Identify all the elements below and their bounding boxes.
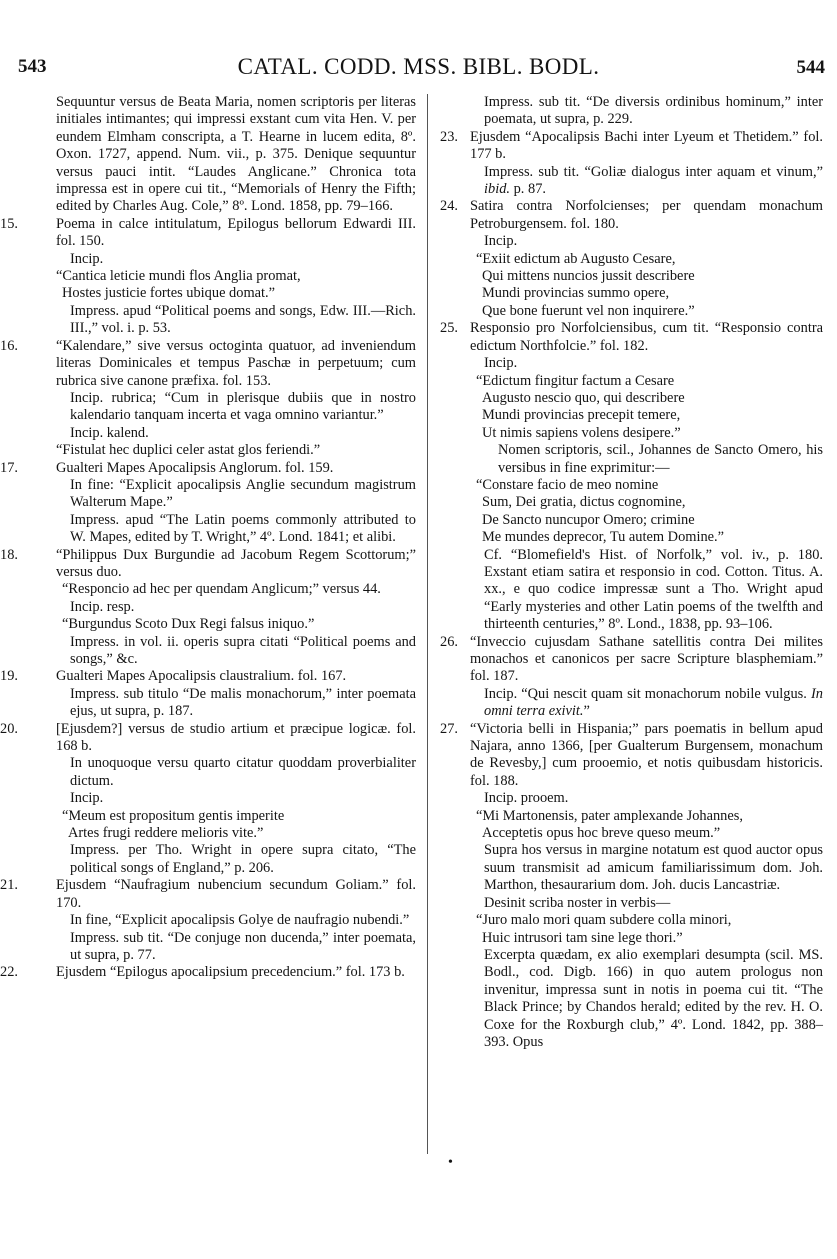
- entry-title: Gualteri Mapes Apocalipsis claustralium. fol. 167.: [56, 668, 347, 685]
- note: Impress. apud “The Latin poems commonly attributed to W. Mapes, edited by T. Wright,” 4º. Lond. 1841; et alibi.: [70, 511, 416, 546]
- entry-15: [0, 215, 416, 338]
- verse-line: Acceptetis opus hoc breve queso meum.”: [482, 825, 721, 842]
- entry-title: Ejusdem “Epilogus apocalipsium precedencium.” fol. 173 b.: [56, 964, 405, 981]
- column-divider: [427, 94, 428, 1154]
- verse-line: Qui mittens nuncios jussit describere: [482, 268, 695, 285]
- incipit-italic: In omni terra exivit.: [484, 685, 823, 720]
- verse-line: Huic intrusori tam sine lege thori.”: [482, 929, 683, 946]
- entry-number: 18.: [0, 546, 18, 563]
- entry-24: [438, 198, 823, 320]
- verse-line: Me mundes deprecor, Tu autem Domine.”: [482, 529, 725, 546]
- paragraph: Sequuntur versus de Beata Maria, nomen scriptoris per literas initiales intimantes; qui impressi exstant cum vita Hen. V. per eundem Elmham conscripta, a T. Hearne in lucem edita, 8º. Oxon. 1727, append. Num. vii., p. 375. Denique sequuntur versus pauci intit. “Laudes Anglicane.” Chronica tota impressa est in opere cui tit., “Memorials of Henry the Fifth; edited by Charles Aug. Cole,” 8º. Lond. 1858, pp. 79–166.: [56, 94, 416, 215]
- note-text: Impress. sub tit. “Goliæ dialogus inter aquam et vinum,”: [484, 163, 823, 180]
- entry-25: [438, 320, 823, 633]
- verse-line: Mundi provincias precepit temere,: [482, 407, 681, 424]
- entry-23: [438, 129, 823, 199]
- rubric-incipit: Incip. rubrica; “Cum in plerisque dubiis que in nostro kalendario tanquam incerta et vaga omnino variantur.”: [70, 389, 416, 424]
- incipit-label: Incip.: [484, 233, 518, 250]
- entry-number: 26.: [440, 633, 458, 650]
- entry-title: Poema in calce intitulatum, Epilogus bellorum Edwardi III. fol. 150.: [56, 215, 416, 250]
- entry-title: “Philippus Dux Burgundie ad Jacobum Regem Scottorum;” versus duo.: [56, 546, 416, 580]
- entry-22: [0, 964, 416, 981]
- entry-title: “Victoria belli in Hispania;” pars poematis in bellum apud Najara, anno 1366, [per Gualterum Burgensem, monachum de Revesby,] cum prooemio, et notis quibusdam historicis. fol. 188.: [470, 720, 823, 789]
- incipit-text: Incip. “Qui nescit quam sit monachorum nobile vulgus.: [484, 685, 807, 702]
- entry-number: 15.: [0, 215, 18, 232]
- entry-title: “Inveccio cujusdam Sathane satellitis contra Dei milites monachos et canonicos per sacre Scripture blasphemiam.” fol. 187.: [470, 633, 823, 685]
- entry-continuation-left: [26, 94, 416, 216]
- responsio: “Responcio ad hec per quendam Anglicum;” versus 44.: [62, 581, 381, 598]
- note: [470, 164, 823, 199]
- entry-title: Ejusdem “Apocalipsis Bachi inter Lyeum et Thetidem.” fol. 177 b.: [470, 128, 823, 163]
- entry-number: 17.: [0, 459, 18, 476]
- excerpta-note: Excerpta quædam, ex alio exemplari desumpta (scil. MS. Bodl., cod. Digb. 166) in quo autem prologus non invenitur, impressa sunt in notis in poema cui tit. “The Black Prince; by Chandos herald; edited by the rev. H. O. Coxe for the Roxburgh club,” 4º. Lond. 1842, pp. 388–393. Opus: [484, 946, 823, 1050]
- entry-number: 21.: [0, 877, 18, 894]
- page-number-left: 543: [18, 56, 47, 77]
- note: Impress. sub titulo “De malis monachorum,” inter poemata ejus, ut supra, p. 187.: [70, 685, 416, 720]
- verse-line: Hostes justicie fortes ubique domat.”: [62, 285, 276, 302]
- entry-title: “Kalendare,” sive versus octoginta quatuor, ad inveniendum literas Dominicales et tempus Paschæ in perpetuum; cum rubrica sive canone præfixa. fol. 153.: [56, 337, 416, 389]
- entry-number: 16.: [0, 337, 18, 354]
- entry-number: 19.: [0, 668, 18, 685]
- entry-18: [0, 546, 416, 669]
- entry-number: 25.: [440, 320, 458, 337]
- note: Impress. apud “Political poems and songs, Edw. III.—Rich. III.,” vol. i. p. 53.: [70, 302, 416, 337]
- entry-26: [438, 634, 823, 721]
- running-title: CATAL. CODD. MSS. BIBL. BODL.: [237, 54, 600, 79]
- left-column: [0, 94, 416, 982]
- incipit-label: Incip.: [70, 790, 104, 807]
- note: Impress. sub tit. “De conjuge non ducenda,” inter poemata, ut supra, p. 77.: [70, 929, 416, 963]
- incipit-label: Incip. resp.: [70, 598, 135, 615]
- incipit-close: ”: [583, 703, 590, 720]
- printer-mark: •: [448, 1155, 453, 1170]
- verse-line: Sum, Dei gratia, dictus cognomine,: [482, 494, 686, 511]
- note: Impress. sub tit. “De diversis ordinibus hominum,” inter poemata, ut supra, p. 229.: [484, 94, 823, 128]
- explicit: In fine, “Explicit apocalipsis Golye de naufragio nubendi.”: [70, 912, 410, 929]
- verse-line: Augusto nescio quo, qui describere: [482, 389, 685, 406]
- page-number-right: 544: [796, 57, 825, 78]
- entry-number: 24.: [440, 198, 458, 215]
- right-column: [438, 94, 823, 1051]
- entry-27: [438, 721, 823, 1052]
- entry-21: [0, 877, 416, 964]
- note-end: p. 87.: [513, 181, 546, 198]
- entry-number: 20.: [0, 720, 18, 737]
- verse-line: De Sancto nuncupor Omero; crimine: [482, 511, 695, 528]
- verse-line: Que bone fuerunt vel non inquirere.”: [482, 302, 695, 319]
- incipit-label: Incip.: [484, 355, 518, 372]
- entry-continuation-right: [438, 94, 823, 129]
- entry-number: 23.: [440, 128, 458, 145]
- cf-note: Cf. “Blomefield's Hist. of Norfolk,” vol. iv., p. 180. Exstant etiam satira et responsio in cod. Cotton. Titus. A. xx., e quo codice impressæ sunt a Tho. Wright apud “Early mysteries and other Latin poems of the twelfth and thirteenth centuries,” 8º. Lond., 1838, pp. 93–106.: [484, 546, 823, 633]
- entry-20: [0, 720, 416, 878]
- entry-title: Satira contra Norfolcienses; per quendam monachum Petroburgensem. fol. 180.: [470, 198, 823, 232]
- verse-line: “Fistulat hec duplici celer astat glos feriendi.”: [56, 442, 321, 459]
- entry-title: Gualteri Mapes Apocalipsis Anglorum. fol. 159.: [56, 459, 334, 476]
- page-header: [0, 0, 837, 90]
- entry-17: [0, 459, 416, 547]
- verse-line: “Meum est propositum gentis imperite: [62, 807, 285, 824]
- verse-line: Artes frugi reddere melioris vite.”: [68, 825, 264, 842]
- supra-note: Supra hos versus in margine notatum est quod auctor opus suum transmisit ad amicum familiarissimum dom. Joh. Marthon, thesaurarium dom. Joh. ducis Lancastriæ.: [484, 842, 823, 894]
- explicit: In fine: “Explicit apocalipsis Anglie secundum magistrum Walterum Mape.”: [70, 476, 416, 511]
- verse-line: “Mi Martonensis, pater amplexande Johannes,: [476, 807, 743, 824]
- entry-16: [0, 337, 416, 460]
- incipit-label: Incip.: [70, 250, 104, 267]
- desinit-note: Desinit scriba noster in verbis—: [484, 894, 671, 911]
- verse-line: “Burgundus Scoto Dux Regi falsus iniquo.”: [62, 616, 315, 633]
- entry-number: 27.: [440, 720, 458, 737]
- entry-19: [0, 668, 416, 720]
- note-ibid: ibid.: [484, 181, 510, 198]
- verse-line: Mundi provincias summo opere,: [482, 285, 670, 302]
- verse-line: “Exiit edictum ab Augusto Cesare,: [476, 250, 676, 267]
- verse-line: “Juro malo mori quam subdere colla minori,: [476, 912, 732, 929]
- entry-title: Responsio pro Norfolciensibus, cum tit. “Responsio contra edictum Northfolcie.” fol. 182.: [470, 320, 823, 354]
- verse-line: “Constare facio de meo nomine: [476, 476, 659, 493]
- sub-note: In unoquoque versu quarto citatur quoddam proverbialiter dictum.: [70, 755, 416, 789]
- incipit-label: Incip. kalend.: [70, 424, 149, 441]
- note: Impress. in vol. ii. operis supra citati “Political poems and songs,” &c.: [70, 633, 416, 667]
- entry-title: Ejusdem “Naufragium nubencium secundum Goliam.” fol. 170.: [56, 877, 416, 911]
- note: Impress. per Tho. Wright in opere supra citato, “The political songs of England,” p. 206.: [70, 842, 416, 876]
- entry-number: 22.: [0, 964, 18, 981]
- verse-line: “Cantica leticie mundi flos Anglia promat,: [56, 268, 301, 285]
- incipit: [470, 686, 823, 721]
- incipit-label: Incip. prooem.: [484, 790, 569, 807]
- nomen-note: Nomen scriptoris, scil., Johannes de Sancto Omero, his versibus in fine exprimitur:—: [498, 442, 823, 476]
- verse-line: “Edictum fingitur factum a Cesare: [476, 372, 675, 389]
- verse-line: Ut nimis sapiens volens desipere.”: [482, 424, 681, 441]
- entry-title: [Ejusdem?] versus de studio artium et præcipue logicæ. fol. 168 b.: [56, 720, 416, 755]
